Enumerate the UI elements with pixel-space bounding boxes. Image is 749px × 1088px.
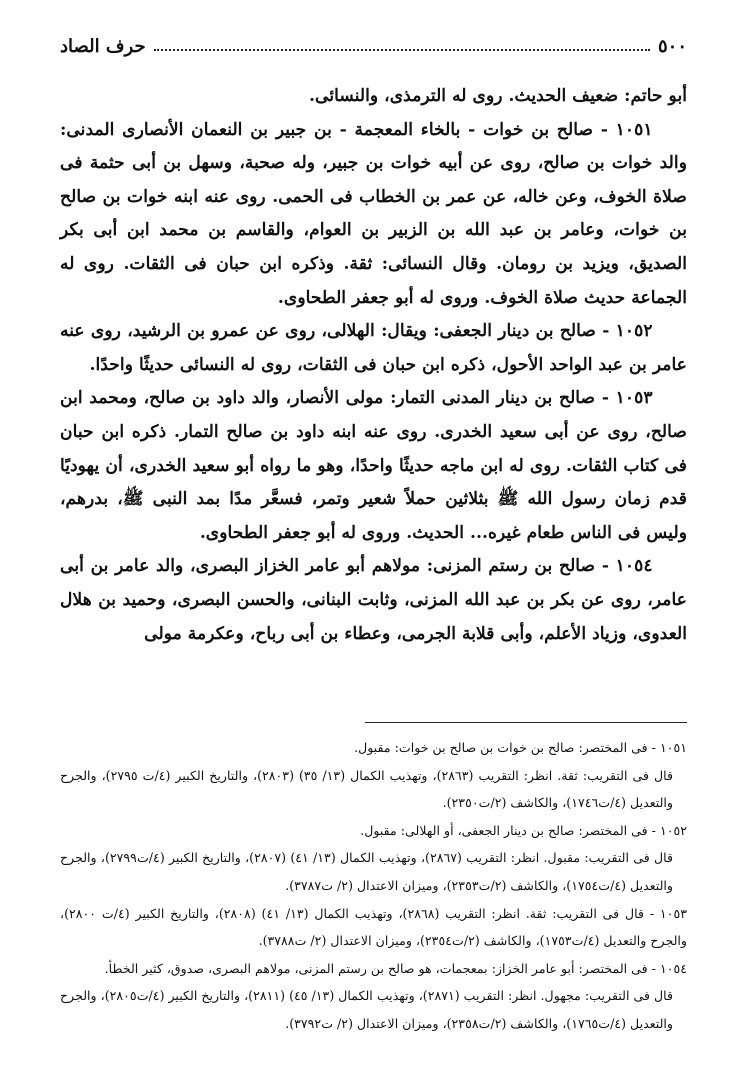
header-dotted-leader <box>154 47 650 51</box>
footnote-1051-references: قال فى التقريب: ثقة. انظر: التقريب (٢٨٦٣)، وتهذيب الكمال (١٣/ ٣٥) (٢٨٠٣)، والتاريخ الكبير (٤/ت ٢٧٩٥)، والجرح والتعديل (٤/ت١٧٤٦)، والكاشف (٢/ت٢٣٥٠). <box>60 767 673 811</box>
entry-1051: ١٠٥١ - صالح بن خوات - بالخاء المعجمة - بن جبير بن النعمان الأنصارى المدنى: والد خوات بن صالح، روى عن أبيه خوات بن جبير، وله صحبة، وسهل بن أبى حثمة فى صلاة الخوف، وعن خاله، عن عمر بن الخطاب فى الحمى. روى عنه ابنه خوات بن صالح بن خوات، وعامر بن عبد الله بن الزبير بن العوام، والقاسم بن محمد ابن أبى بكر الصديق، ويزيد بن رومان. وقال النسائى: ثقة. وذكره ابن حبان فى الثقات. روى له الجماعة حديث صلاة الخوف. وروى له أبو جعفر الطحاوى. <box>60 119 687 308</box>
footnote-1052-references: قال فى التقريب: مقبول. انظر: التقريب (٢٨٦٧)، وتهذيب الكمال (١٣/ ٤١) (٢٨٠٧)، والتاريخ الكبير (٤/ت٢٧٩٩)، والجرح والتعديل (٤/ت١٧٥٤)، والكاشف (٢/ت٢٣٥٣)، وميزان الاعتدال (٢/ ت٣٧٨٧). <box>60 850 673 893</box>
paragraph-continuation: أبو حاتم: ضعيف الحديث. روى له الترمذى، والنسائى. <box>309 86 687 106</box>
footnote-1054-references: قال فى التقريب: مجهول. انظر: التقريب (٢٨٧١)، وتهذيب الكمال (١٣/ ٤٥) (٢٨١١)، والتاريخ الكبير (٤/ت٢٨٠٥)، والجرح والتعديل (٤/ت١٧٦٥)، والكاشف (٢/ت٢٣٥٨)، وميزان الاعتدال (٢/ ت٣٧٩٢). <box>60 988 674 1031</box>
entry-1053: ١٠٥٣ - صالح بن دينار المدنى التمار: مولى الأنصار، والد داود بن صالح، ومحمد ابن صالح، روى عن أبى سعيد الخدرى. روى عنه ابنه داود بن صالح التمار. ذكره ابن حبان فى كتاب الثقات. روى له ابن ماجه حديثًا واحدًا، وهو ما رواه أبو سعيد الخدرى، أن يهوديًا قدم زمان رسول الله ﷺ بثلاثين حملاً شعير وتمر، فسعَّر مدًا بمد النبى ﷺ، بدرهم، وليس فى الناس طعام غيره... الحديث. وروى له أبو جعفر الطحاوى. <box>60 388 687 543</box>
entry-1052: ١٠٥٢ - صالح بن دينار الجعفى: ويقال: الهلالى، روى عن عمرو بن الرشيد، روى عنه عامر بن عبد الواحد الأحول، ذكره ابن حبان فى الثقات، روى له النسائى حديثًا واحدًا. <box>60 321 687 375</box>
footnote-separator <box>365 722 687 723</box>
entry-1054: ١٠٥٤ - صالح بن رستم المزنى: مولاهم أبو عامر الخزاز البصرى، والد عامر بن أبى عامر، روى عن بكر بن عبد الله المزنى، وثابت البنانى، والحسن البصرى، وحميد بن هلال العدوى، وزياد الأعلم، وأبى قلابة الجرمى، وعطاء بن أبى رباح، وعكرمة مولى <box>60 556 687 644</box>
running-header <box>60 30 687 62</box>
main-text <box>60 80 687 651</box>
footnotes <box>60 734 687 1038</box>
chapter-title: حرف الصاد <box>60 35 146 57</box>
page-number: ٥٠٠ <box>657 35 687 57</box>
footnote-1053: ١٠٥٣ - قال فى التقريب: ثقة. انظر: التقريب (٢٨٦٨)، وتهذيب الكمال (١٣/ ٤١) (٢٨٠٨)، والتاريخ الكبير (٤/ت ٢٨٠٠)، والجرح والتعديل (٤/ت١٧٥٣)، والكاشف (٢/ت٢٣٥٤)، وميزان الاعتدال (٢/ ت٣٧٨٨). <box>60 905 687 949</box>
footnote-1054-summary: ١٠٥٤ - فى المختصر: أبو عامر الخزاز: بمعجمات، هو صالح بن رستم المزنى، مولاهم البصرى، صدوق، كثير الخطأ. <box>104 960 687 976</box>
footnote-1052-summary: ١٠٥٢ - فى المختصر: صالح بن دينار الجعفى، أو الهلالى: مقبول. <box>360 822 687 838</box>
footnote-1051-summary: ١٠٥١ - فى المختصر: صالح بن خوات بن صالح بن خوات: مقبول. <box>354 740 687 755</box>
